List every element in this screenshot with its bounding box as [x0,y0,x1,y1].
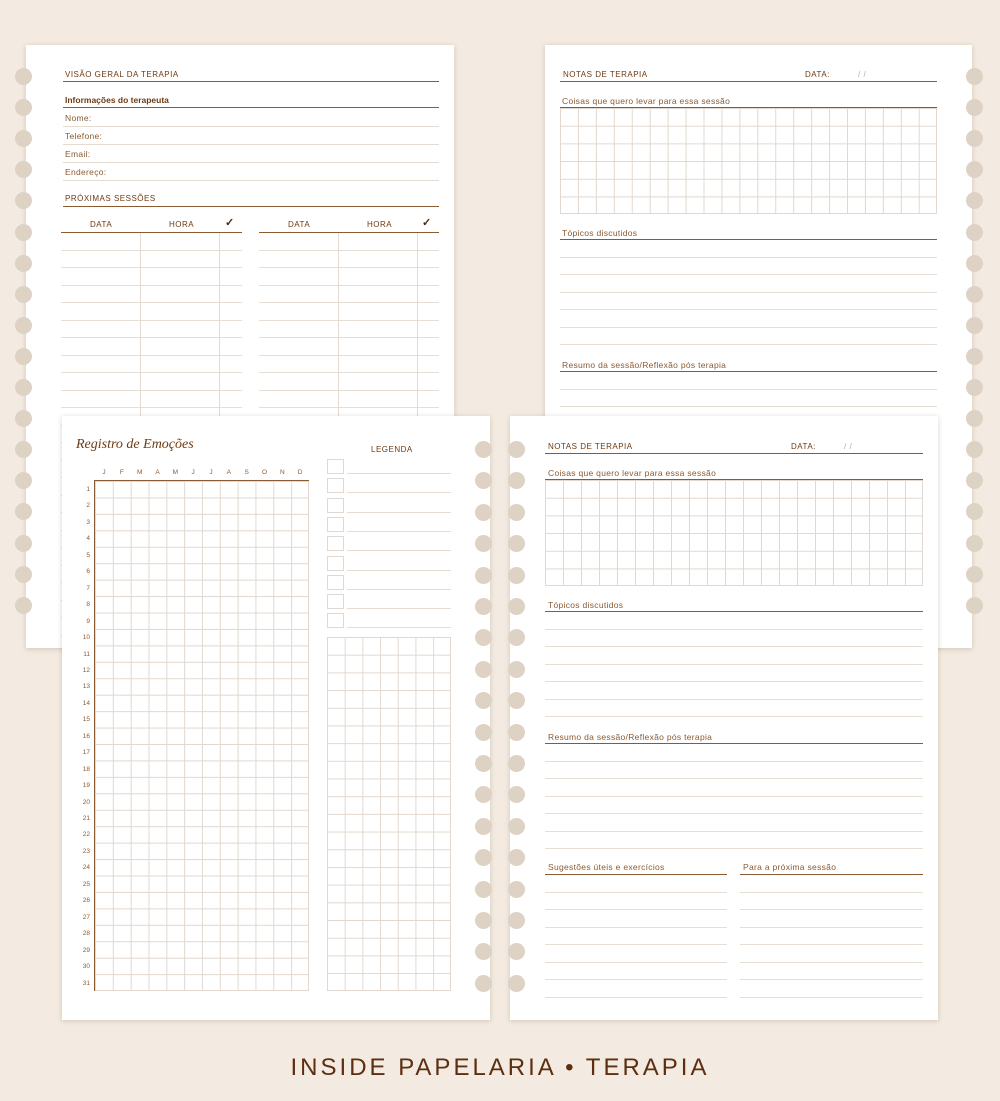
binder-ring-tab [508,441,525,458]
legend-line[interactable] [347,512,451,513]
legend-title: LEGENDA [371,445,413,454]
day-label: 12 [82,666,90,674]
day-label: 30 [82,963,90,971]
therapist-info-heading: Informações do terapeuta [65,95,169,105]
day-label: 27 [82,913,90,921]
binder-ring-tab [508,535,525,552]
therapy-notes-front-page [510,416,938,1020]
binder-ring-tab [475,629,492,646]
day-label: 15 [82,716,90,724]
footer-brand: INSIDE PAPELARIA • TERAPIA [290,1054,710,1081]
binder-ring-tab [15,99,32,116]
binder-ring-tab [15,317,32,334]
section-topics: Tópicos discutidos [548,600,624,610]
day-label: 5 [86,551,90,559]
binder-ring-tab [475,692,492,709]
day-label: 6 [86,568,90,576]
col-time: HORA [169,220,195,229]
field-email: Email: [65,149,91,159]
binder-ring-tab [15,441,32,458]
day-label: 9 [86,617,90,625]
binder-ring-tab [475,849,492,866]
field-address: Endereço: [65,167,107,177]
date-separator: / / [844,442,853,451]
legend-line[interactable] [347,550,451,551]
day-label: 16 [82,732,90,740]
tips-lines[interactable] [545,875,727,998]
binder-ring-tab [15,597,32,614]
day-label: 8 [86,601,90,609]
field-name: Nome: [65,113,92,123]
binder-ring-tab [15,410,32,427]
legend-line[interactable] [347,531,451,532]
field-line [63,144,439,145]
binder-ring-tab [966,317,983,334]
binder-ring-tab [475,472,492,489]
binder-ring-tab [966,503,983,520]
binder-ring-tab [508,724,525,741]
binder-ring-tab [508,661,525,678]
day-label: 13 [82,683,90,691]
day-label: 14 [82,699,90,707]
binder-ring-tab [15,566,32,583]
binder-ring-tab [15,348,32,365]
col-date: DATA [90,220,113,229]
binder-ring-tab [966,566,983,583]
binder-ring-tab [508,472,525,489]
topics-lines[interactable] [545,612,923,717]
date-label: DATA: [791,442,816,451]
legend-color-box[interactable] [327,613,344,628]
divider [63,107,439,108]
legend-line[interactable] [347,608,451,609]
day-label: 22 [82,831,90,839]
month-label: M [172,469,179,476]
col-time: HORA [367,220,393,229]
binder-ring-tab [508,598,525,615]
binder-ring-tab [966,472,983,489]
day-label: 21 [82,815,90,822]
date-label: DATA: [805,70,830,79]
legend-line[interactable] [347,492,451,493]
date-separator: / / [858,70,867,79]
next-sessions-heading: PRÓXIMAS SESSÕES [65,194,156,203]
binder-ring-tab [508,943,525,960]
month-label: M [136,469,143,476]
field-line [63,126,439,127]
month-label: J [191,469,195,476]
day-label: 7 [86,584,90,592]
month-label: A [226,469,231,476]
legend-notes-grid [327,637,451,991]
section-summary: Resumo da sessão/Reflexão pós terapia [548,732,713,742]
field-phone: Telefone: [65,131,103,141]
day-label: 2 [86,502,90,510]
check-icon: ✓ [422,217,432,229]
legend-color-box[interactable] [327,594,344,609]
binder-ring-tab [966,597,983,614]
binder-ring-tab [15,68,32,85]
binder-ring-tab [508,567,525,584]
binder-ring-tab [508,629,525,646]
month-label: O [261,469,267,476]
divider [560,81,937,82]
binder-ring-tab [508,881,525,898]
day-label: 23 [82,847,90,855]
day-label: 24 [82,864,90,872]
month-label: D [297,469,303,476]
legend-color-box[interactable] [327,517,344,532]
binder-ring-tab [15,379,32,396]
divider [63,206,439,207]
binder-ring-tab [15,192,32,209]
binder-ring-tab [966,255,983,272]
legend-color-box[interactable] [327,478,344,493]
day-label: 29 [82,946,90,954]
day-label: 28 [82,930,90,938]
month-label: J [102,469,106,476]
binder-ring-tab [966,410,983,427]
binder-ring-tab [966,68,983,85]
binder-ring-tab [475,661,492,678]
day-label: 11 [83,650,90,658]
day-label: 4 [86,535,90,543]
binder-ring-tab [508,755,525,772]
legend-color-box[interactable] [327,498,344,513]
emotions-title: Registro de Emoções [76,437,194,452]
binder-ring-tab [475,755,492,772]
section-tips: Sugestões úteis e exercícios [548,862,665,872]
month-label: J [209,469,213,476]
legend-color-box[interactable] [327,575,344,590]
month-label: F [119,469,124,476]
day-label: 31 [82,979,90,987]
binder-ring-tab [508,912,525,929]
day-label: 19 [82,782,90,790]
binder-ring-tab [475,975,492,992]
section-summary: Resumo da sessão/Reflexão pós terapia [562,360,727,370]
binder-ring-tab [508,975,525,992]
check-icon: ✓ [225,217,235,229]
binder-ring-tab [508,849,525,866]
binder-ring-tab [15,286,32,303]
bring-grid [560,108,937,214]
legend-color-box[interactable] [327,459,344,474]
day-label: 1 [86,486,90,493]
binder-ring-tab [966,161,983,178]
mood-tracker-grid[interactable] [95,481,309,991]
binder-ring-tab [15,535,32,552]
bring-grid[interactable] [545,480,923,586]
month-label: N [279,469,285,476]
binder-ring-tab [966,224,983,241]
binder-ring-tab [15,130,32,147]
binder-ring-tab [475,818,492,835]
emotions-register-page [62,416,490,1020]
binder-ring-tab [966,130,983,147]
day-label: 17 [82,749,90,757]
binder-ring-tab [508,692,525,709]
notes-title: NOTAS DE TERAPIA [548,442,633,451]
binder-ring-tab [475,504,492,521]
binder-ring-tab [966,99,983,116]
day-label: 25 [82,880,90,888]
binder-ring-tab [966,286,983,303]
binder-ring-tab [508,504,525,521]
field-line [63,162,439,163]
section-next-session: Para a próxima sessão [743,862,837,872]
col-date: DATA [288,220,311,229]
legend-line[interactable] [347,570,451,571]
day-label: 3 [86,518,90,526]
legend-color-box[interactable] [327,536,344,551]
binder-ring-tab [15,255,32,272]
binder-ring-tab [475,441,492,458]
binder-ring-tab [966,348,983,365]
notes-title: NOTAS DE TERAPIA [563,70,648,79]
binder-ring-tab [966,192,983,209]
day-label: 20 [82,798,90,806]
binder-ring-tab [966,535,983,552]
next-session-lines[interactable] [740,875,923,998]
binder-ring-tab [475,786,492,803]
summary-lines[interactable] [545,744,923,849]
binder-ring-tab [475,567,492,584]
binder-ring-tab [15,503,32,520]
month-label: S [244,469,249,476]
binder-ring-tab [966,379,983,396]
binder-ring-tab [15,472,32,489]
binder-ring-tab [475,943,492,960]
section-bring: Coisas que quero levar para essa sessão [548,468,717,478]
binder-ring-tab [475,881,492,898]
field-line [63,180,439,181]
binder-ring-tab [475,724,492,741]
binder-ring-tab [475,598,492,615]
month-label: A [155,469,160,476]
binder-ring-tab [15,224,32,241]
binder-ring-tab [475,912,492,929]
section-topics: Tópicos discutidos [562,228,638,238]
divider [545,453,923,454]
binder-ring-tab [475,535,492,552]
binder-ring-tab [508,818,525,835]
legend-line[interactable] [347,627,451,628]
day-label: 10 [82,634,90,642]
legend-color-box[interactable] [327,556,344,571]
section-bring: Coisas que quero levar para essa sessão [562,96,731,106]
legend-line[interactable] [347,473,451,474]
overview-title: VISÃO GERAL DA TERAPIA [65,70,179,79]
binder-ring-tab [508,786,525,803]
topics-lines [560,240,937,345]
binder-ring-tab [966,441,983,458]
binder-ring-tab [15,161,32,178]
day-label: 18 [82,765,90,773]
day-label: 26 [82,897,90,905]
legend-line[interactable] [347,589,451,590]
divider [63,81,439,82]
